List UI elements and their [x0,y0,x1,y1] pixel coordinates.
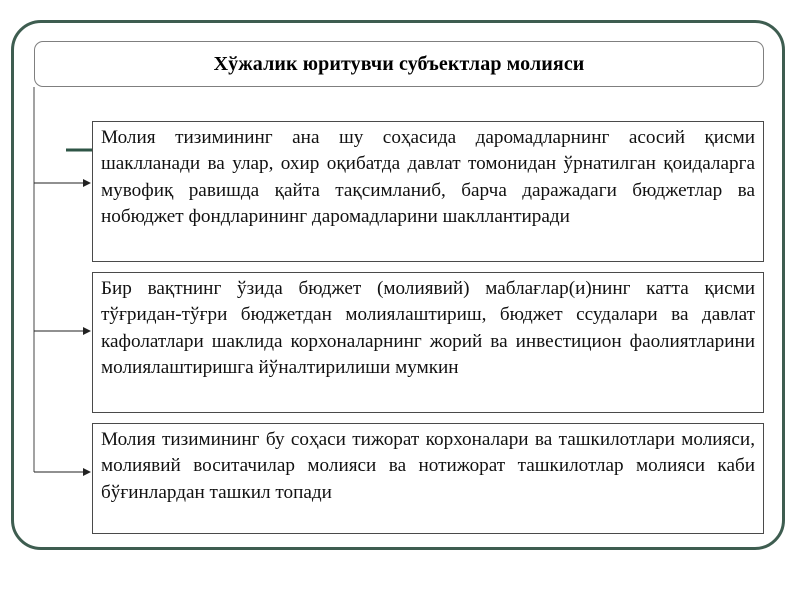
item-box-1 [92,121,764,262]
item-box-2 [92,272,764,413]
diagram-title: Хўжалик юритувчи субъектлар молияси [213,52,585,75]
item-text-2: Бир вақтнинг ўзида бюджет (молиявий) маблағлар(и)нинг катта қисми тўғридан-тўғри бюджетдан молиялаштириш, бюджет ссудалари ва давлат кафолатлари шаклида корхоналарнинг жорий ва инвестицион фаолиятларини молиялаштиришга йўналтирилиши мумкин [101,278,755,379]
item-text-3: Молия тизимининг бу соҳаси тижорат корхоналари ва ташкилотлари молияси, молиявий воситачилар молияси ва нотижорат ташкилотлар молияси каби бўғинлардан ташкил топади [101,429,755,503]
item-text-1: Молия тизимининг ана шу соҳасида даромадларнинг асосий қисми шаклланади ва улар, охир оқибатда давлат томонидан ўрнатилган қоидаларга мувофиқ равишда қайта тақсимланиб, барча даражадаги бюджетлар ва нобюджет фондларининг даромадларини шакллантиради [101,127,755,228]
item-box-3 [92,423,764,534]
